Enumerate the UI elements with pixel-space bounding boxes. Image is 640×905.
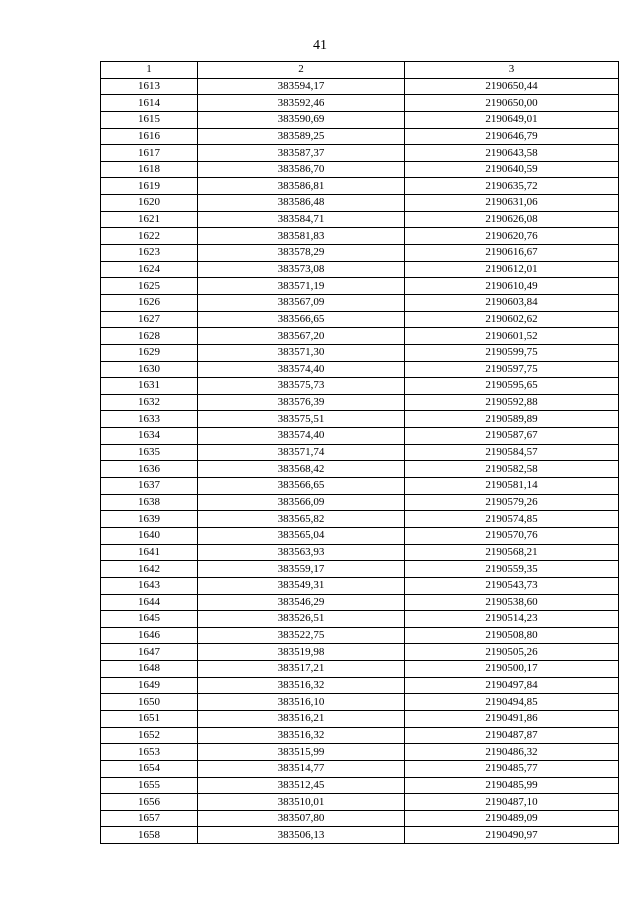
cell-y-coordinate: 2190543,73 (405, 577, 619, 594)
cell-point-number: 1615 (101, 111, 198, 128)
cell-x-coordinate: 383586,70 (198, 161, 405, 178)
cell-point-number: 1643 (101, 577, 198, 594)
cell-x-coordinate: 383565,04 (198, 527, 405, 544)
cell-y-coordinate: 2190485,77 (405, 760, 619, 777)
cell-y-coordinate: 2190494,85 (405, 694, 619, 711)
cell-point-number: 1635 (101, 444, 198, 461)
cell-point-number: 1618 (101, 161, 198, 178)
cell-point-number: 1621 (101, 211, 198, 228)
cell-y-coordinate: 2190584,57 (405, 444, 619, 461)
cell-point-number: 1655 (101, 777, 198, 794)
cell-y-coordinate: 2190646,79 (405, 128, 619, 145)
cell-y-coordinate: 2190597,75 (405, 361, 619, 378)
cell-y-coordinate: 2190616,67 (405, 245, 619, 262)
cell-y-coordinate: 2190500,17 (405, 661, 619, 678)
table-row (101, 810, 619, 827)
cell-x-coordinate: 383581,83 (198, 228, 405, 245)
cell-y-coordinate: 2190497,84 (405, 677, 619, 694)
cell-point-number: 1629 (101, 344, 198, 361)
cell-x-coordinate: 383571,30 (198, 344, 405, 361)
table-row (101, 794, 619, 811)
table-row (101, 744, 619, 761)
cell-x-coordinate: 383592,46 (198, 95, 405, 112)
cell-x-coordinate: 383516,21 (198, 710, 405, 727)
table-body (101, 78, 619, 843)
cell-point-number: 1613 (101, 78, 198, 95)
cell-point-number: 1646 (101, 627, 198, 644)
cell-y-coordinate: 2190599,75 (405, 344, 619, 361)
cell-point-number: 1619 (101, 178, 198, 195)
cell-x-coordinate: 383516,32 (198, 677, 405, 694)
cell-point-number: 1653 (101, 744, 198, 761)
cell-x-coordinate: 383507,80 (198, 810, 405, 827)
table-row (101, 95, 619, 112)
cell-point-number: 1630 (101, 361, 198, 378)
cell-point-number: 1617 (101, 145, 198, 162)
cell-y-coordinate: 2190612,01 (405, 261, 619, 278)
cell-point-number: 1656 (101, 794, 198, 811)
column-header-x: 2 (198, 62, 405, 79)
cell-point-number: 1620 (101, 195, 198, 212)
table-row (101, 278, 619, 295)
cell-x-coordinate: 383594,17 (198, 78, 405, 95)
cell-y-coordinate: 2190620,76 (405, 228, 619, 245)
cell-x-coordinate: 383567,09 (198, 294, 405, 311)
column-header-y: 3 (405, 62, 619, 79)
table-row (101, 394, 619, 411)
table-row (101, 128, 619, 145)
cell-point-number: 1624 (101, 261, 198, 278)
cell-x-coordinate: 383519,98 (198, 644, 405, 661)
cell-point-number: 1647 (101, 644, 198, 661)
cell-x-coordinate: 383510,01 (198, 794, 405, 811)
cell-y-coordinate: 2190538,60 (405, 594, 619, 611)
table-row (101, 328, 619, 345)
cell-y-coordinate: 2190559,35 (405, 561, 619, 578)
cell-x-coordinate: 383563,93 (198, 544, 405, 561)
table-row (101, 694, 619, 711)
table-row (101, 511, 619, 528)
cell-y-coordinate: 2190631,06 (405, 195, 619, 212)
column-header-number: 1 (101, 62, 198, 79)
cell-y-coordinate: 2190650,44 (405, 78, 619, 95)
table-row (101, 211, 619, 228)
cell-y-coordinate: 2190486,32 (405, 744, 619, 761)
cell-x-coordinate: 383516,32 (198, 727, 405, 744)
cell-point-number: 1614 (101, 95, 198, 112)
cell-y-coordinate: 2190602,62 (405, 311, 619, 328)
cell-x-coordinate: 383516,10 (198, 694, 405, 711)
cell-x-coordinate: 383566,65 (198, 311, 405, 328)
cell-x-coordinate: 383573,08 (198, 261, 405, 278)
cell-x-coordinate: 383571,19 (198, 278, 405, 295)
cell-x-coordinate: 383574,40 (198, 428, 405, 445)
cell-point-number: 1651 (101, 710, 198, 727)
cell-point-number: 1645 (101, 611, 198, 628)
cell-x-coordinate: 383574,40 (198, 361, 405, 378)
cell-point-number: 1658 (101, 827, 198, 844)
cell-y-coordinate: 2190581,14 (405, 478, 619, 495)
table-row (101, 228, 619, 245)
cell-y-coordinate: 2190610,49 (405, 278, 619, 295)
table-row (101, 145, 619, 162)
cell-point-number: 1628 (101, 328, 198, 345)
cell-y-coordinate: 2190508,80 (405, 627, 619, 644)
cell-y-coordinate: 2190587,67 (405, 428, 619, 445)
page-number: 41 (313, 38, 327, 53)
cell-y-coordinate: 2190487,87 (405, 727, 619, 744)
cell-x-coordinate: 383566,09 (198, 494, 405, 511)
cell-point-number: 1631 (101, 378, 198, 395)
cell-point-number: 1616 (101, 128, 198, 145)
cell-point-number: 1634 (101, 428, 198, 445)
cell-point-number: 1633 (101, 411, 198, 428)
cell-y-coordinate: 2190589,89 (405, 411, 619, 428)
cell-y-coordinate: 2190487,10 (405, 794, 619, 811)
cell-x-coordinate: 383565,82 (198, 511, 405, 528)
cell-y-coordinate: 2190579,26 (405, 494, 619, 511)
cell-point-number: 1649 (101, 677, 198, 694)
cell-point-number: 1642 (101, 561, 198, 578)
cell-point-number: 1627 (101, 311, 198, 328)
table-header-row (101, 62, 619, 79)
table-row (101, 677, 619, 694)
coordinates-table (100, 61, 619, 844)
cell-y-coordinate: 2190514,23 (405, 611, 619, 628)
cell-x-coordinate: 383586,81 (198, 178, 405, 195)
cell-point-number: 1632 (101, 394, 198, 411)
cell-x-coordinate: 383584,71 (198, 211, 405, 228)
table-row (101, 661, 619, 678)
cell-point-number: 1650 (101, 694, 198, 711)
cell-point-number: 1622 (101, 228, 198, 245)
cell-point-number: 1654 (101, 760, 198, 777)
cell-x-coordinate: 383526,51 (198, 611, 405, 628)
cell-x-coordinate: 383568,42 (198, 461, 405, 478)
cell-y-coordinate: 2190603,84 (405, 294, 619, 311)
cell-x-coordinate: 383575,51 (198, 411, 405, 428)
cell-x-coordinate: 383566,65 (198, 478, 405, 495)
cell-x-coordinate: 383586,48 (198, 195, 405, 212)
cell-y-coordinate: 2190640,59 (405, 161, 619, 178)
table-row (101, 195, 619, 212)
cell-x-coordinate: 383578,29 (198, 245, 405, 262)
cell-point-number: 1625 (101, 278, 198, 295)
table-row (101, 644, 619, 661)
cell-point-number: 1636 (101, 461, 198, 478)
cell-y-coordinate: 2190649,01 (405, 111, 619, 128)
table-row (101, 245, 619, 262)
cell-y-coordinate: 2190485,99 (405, 777, 619, 794)
table-row (101, 428, 619, 445)
table-row (101, 561, 619, 578)
cell-y-coordinate: 2190570,76 (405, 527, 619, 544)
table-row (101, 594, 619, 611)
cell-x-coordinate: 383576,39 (198, 394, 405, 411)
table-row (101, 344, 619, 361)
table-row (101, 444, 619, 461)
cell-point-number: 1640 (101, 527, 198, 544)
table-row (101, 527, 619, 544)
cell-y-coordinate: 2190505,26 (405, 644, 619, 661)
table-row (101, 544, 619, 561)
table-row (101, 261, 619, 278)
cell-y-coordinate: 2190595,65 (405, 378, 619, 395)
cell-y-coordinate: 2190568,21 (405, 544, 619, 561)
cell-point-number: 1637 (101, 478, 198, 495)
cell-point-number: 1648 (101, 661, 198, 678)
table-row (101, 727, 619, 744)
cell-x-coordinate: 383522,75 (198, 627, 405, 644)
cell-x-coordinate: 383571,74 (198, 444, 405, 461)
table-row (101, 161, 619, 178)
cell-y-coordinate: 2190574,85 (405, 511, 619, 528)
cell-x-coordinate: 383567,20 (198, 328, 405, 345)
table-row (101, 294, 619, 311)
cell-x-coordinate: 383515,99 (198, 744, 405, 761)
cell-point-number: 1626 (101, 294, 198, 311)
table-row (101, 111, 619, 128)
cell-x-coordinate: 383517,21 (198, 661, 405, 678)
table-row (101, 627, 619, 644)
table-row (101, 760, 619, 777)
table-row (101, 178, 619, 195)
cell-x-coordinate: 383587,37 (198, 145, 405, 162)
cell-point-number: 1623 (101, 245, 198, 262)
cell-point-number: 1638 (101, 494, 198, 511)
cell-x-coordinate: 383590,69 (198, 111, 405, 128)
table-row (101, 710, 619, 727)
table-row (101, 461, 619, 478)
cell-x-coordinate: 383549,31 (198, 577, 405, 594)
table-row (101, 411, 619, 428)
cell-y-coordinate: 2190635,72 (405, 178, 619, 195)
table-row (101, 78, 619, 95)
cell-point-number: 1657 (101, 810, 198, 827)
table-row (101, 378, 619, 395)
cell-point-number: 1639 (101, 511, 198, 528)
table-row (101, 827, 619, 844)
cell-x-coordinate: 383546,29 (198, 594, 405, 611)
cell-y-coordinate: 2190592,88 (405, 394, 619, 411)
table-row (101, 611, 619, 628)
cell-point-number: 1644 (101, 594, 198, 611)
table-row (101, 311, 619, 328)
cell-y-coordinate: 2190626,08 (405, 211, 619, 228)
cell-y-coordinate: 2190489,09 (405, 810, 619, 827)
cell-point-number: 1641 (101, 544, 198, 561)
cell-y-coordinate: 2190491,86 (405, 710, 619, 727)
cell-x-coordinate: 383512,45 (198, 777, 405, 794)
cell-y-coordinate: 2190643,58 (405, 145, 619, 162)
cell-y-coordinate: 2190582,58 (405, 461, 619, 478)
table-row (101, 478, 619, 495)
cell-x-coordinate: 383559,17 (198, 561, 405, 578)
cell-y-coordinate: 2190650,00 (405, 95, 619, 112)
table-row (101, 777, 619, 794)
table-row (101, 361, 619, 378)
cell-x-coordinate: 383589,25 (198, 128, 405, 145)
cell-x-coordinate: 383506,13 (198, 827, 405, 844)
table-row (101, 494, 619, 511)
cell-x-coordinate: 383514,77 (198, 760, 405, 777)
cell-y-coordinate: 2190601,52 (405, 328, 619, 345)
cell-x-coordinate: 383575,73 (198, 378, 405, 395)
cell-y-coordinate: 2190490,97 (405, 827, 619, 844)
table-row (101, 577, 619, 594)
cell-point-number: 1652 (101, 727, 198, 744)
